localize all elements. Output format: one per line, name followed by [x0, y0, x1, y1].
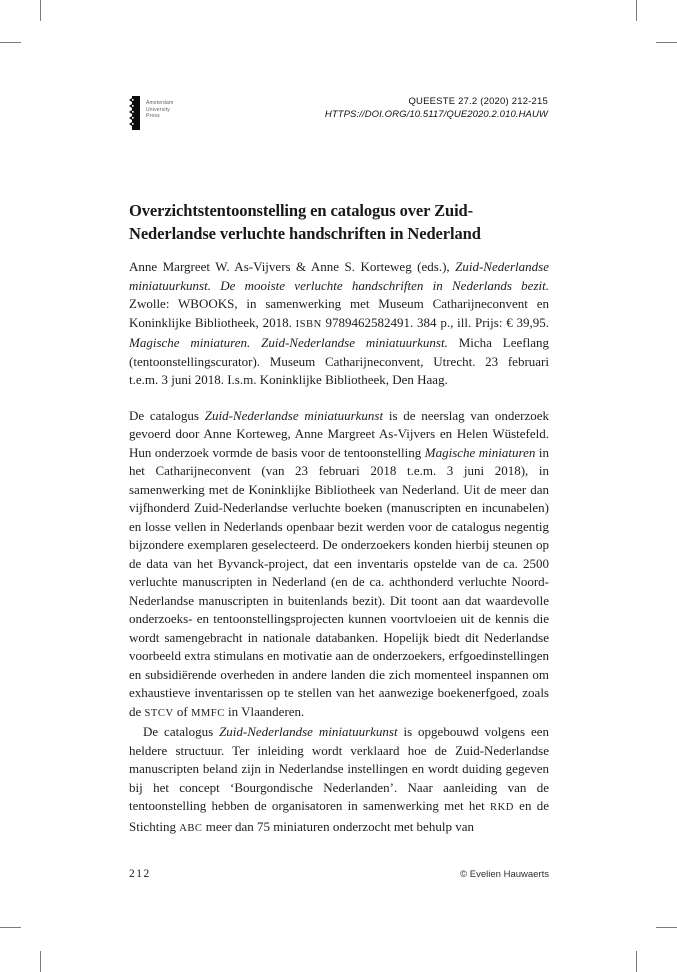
- crop-mark-bottom-left-horizontal: [0, 927, 21, 928]
- journal-reference: QUEESTE 27.2 (2020) 212-215: [408, 96, 548, 107]
- amsterdam-university-press-logo-icon: [129, 96, 140, 135]
- crop-mark-bottom-left-vertical: [40, 951, 41, 972]
- page-footer: [129, 868, 549, 880]
- article-body: [129, 258, 549, 838]
- body-paragraph-1: De catalogus Zuid-Nederlandse miniatuurkunst is de neerslag van onderzoek gevoerd door Anne Korteweg, Anne Margreet As-Vijvers en Helen Wüstefeld. Hun onderzoek vormde de basis voor de tentoonstelling Magische miniaturen in het Catharijneconvent (van 23 februari 2018 t.e.m. 3 juni 2018), in samenwerking met de Koninklijke Bibliotheek van Nederland. Uit de meer dan vijfhonderd Zuid-Nederlandse verluchte boeken (manuscripten en incunabelen) en losse vellen in Nederlands openbaar bezit werden voor de catalogus negentig bijzondere exemplaren geselecteerd. De onderzoekers konden hierbij steunen op de data van het Byvanck-project, dat een inventaris opstelde van de ca. 2500 verluchte manuscripten in Nederland (en de ca. achthonderd verluchte Noord-Nederlandse manuscripten in buitenlands bezit). Dit toont aan dat waardevolle onderzoeks- en tentoonstellingsprojecten kunnen voortvloeien uit de kennis die wordt samengebracht in nationale databanken. Hopelijk biedt dit Nederlandse voorbeeld extra stimulans en motivatie aan de onderzoekers, erfgoedinstellingen en subsidiërende overheden in andere landen die zich momenteel inspannen om exhaustieve inventarissen op te stellen van het aanwezige boekenerfgoed, zoals de STCV of MMFC in Vlaanderen.: [129, 407, 549, 719]
- body-paragraph-2: De catalogus Zuid-Nederlandse miniatuurkunst is opgebouwd volgens een heldere structuur. Ter inleiding wordt verklaard hoe de Zuid-Nederlandse manuscripten beland zijn in Nederlandse instellingen en wordt duiding gegeven bij het concept ‘Bourgondische Nederlanden’. Naar aanleiding van de tentoonstelling hebben de organisatoren in samenwerking met het RKD en de Stichting ABC meer dan 75 miniaturen onderzocht met behulp van: [129, 724, 549, 834]
- journal-header: [325, 95, 548, 121]
- publisher-name-line: Press: [146, 113, 160, 119]
- page-number: 212: [129, 868, 151, 880]
- crop-mark-top-right-horizontal: [656, 42, 677, 43]
- publisher-name-line: Amsterdam: [146, 100, 174, 106]
- crop-mark-bottom-right-horizontal: [656, 927, 677, 928]
- crop-mark-bottom-right-vertical: [636, 951, 637, 972]
- publisher-name-line: University: [146, 106, 170, 113]
- page-title: [129, 200, 569, 245]
- doi-reference: HTTPS://DOI.ORG/10.5117/QUE2020.2.010.HAUW: [324, 109, 548, 120]
- citation-paragraph: Anne Margreet W. As-Vijvers & Anne S. Korteweg (eds.), Zuid-Nederlandse miniatuurkunst. De mooiste verluchte handschriften in Nederlands bezit. Zwolle: WBOOKS, in samenwerking met Museum Catharijneconvent en Koninklijke Bibliotheek, 2018. ISBN 9789462582491. 384 p., ill. Prijs: € 39,95. Magische miniaturen. Zuid-Nederlandse miniatuurkunst. Micha Leeflang (tentoonstellingscurator). Museum Catharijneconvent, Utrecht. 23 februari t.e.m. 3 juni 2018. I.s.m. Koninklijke Bibliotheek, Den Haag.: [129, 259, 549, 387]
- publisher-logo: [129, 96, 173, 135]
- crop-mark-top-left-vertical: [40, 0, 41, 21]
- crop-mark-top-left-horizontal: [0, 42, 21, 43]
- copyright-notice: © Evelien Hauwaerts: [460, 869, 549, 880]
- publisher-name: [146, 96, 173, 120]
- page-title-line-2: Nederlandse verluchte handschriften in Nederland: [129, 223, 481, 243]
- crop-mark-top-right-vertical: [636, 0, 637, 21]
- page-title-line-1: Overzichtstentoonstelling en catalogus over Zuid-: [129, 201, 474, 220]
